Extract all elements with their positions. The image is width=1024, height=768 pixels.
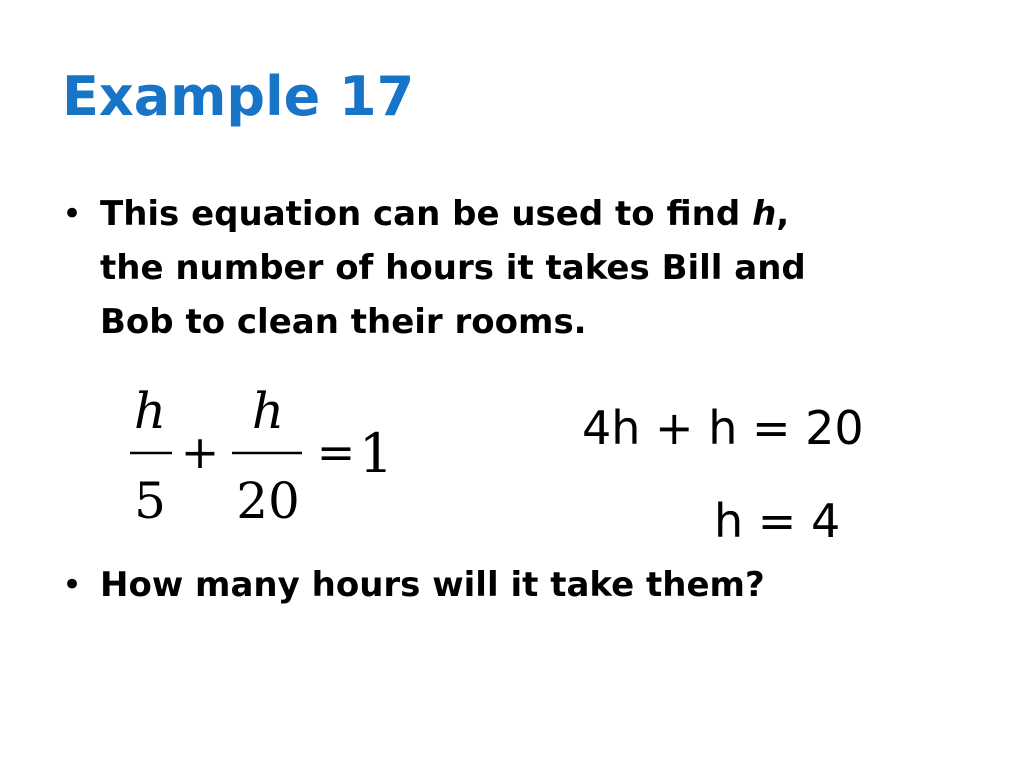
bullet-text-comma: , xyxy=(776,194,790,234)
fraction-2-denominator: 20 xyxy=(236,472,300,530)
bullet-line-2: the number of hours it takes Bill and xyxy=(100,248,806,288)
equals-sign: = xyxy=(316,425,356,479)
right-hand-side: 1 xyxy=(358,422,394,485)
fraction-2-numerator: h xyxy=(251,382,285,440)
fraction-1-numerator: h xyxy=(133,382,167,440)
fraction-1-denominator: 5 xyxy=(134,472,166,530)
bullet-text: This equation can be used to find xyxy=(100,194,753,234)
slide-title: Example 17 xyxy=(62,65,415,128)
variable-h: h xyxy=(752,194,777,234)
solution-equation: h = 4 xyxy=(714,494,841,548)
simplified-equation: 4h + h = 20 xyxy=(582,401,864,455)
fraction-equation xyxy=(130,382,393,530)
bullet-question-text: How many hours will it take them? xyxy=(100,565,765,605)
bullet-line-3: Bob to clean their rooms. xyxy=(100,302,587,342)
bullet-item-question xyxy=(62,558,765,612)
plus-sign: + xyxy=(180,425,220,479)
bullet-marker: • xyxy=(62,194,83,234)
bullet-marker: • xyxy=(62,565,83,605)
